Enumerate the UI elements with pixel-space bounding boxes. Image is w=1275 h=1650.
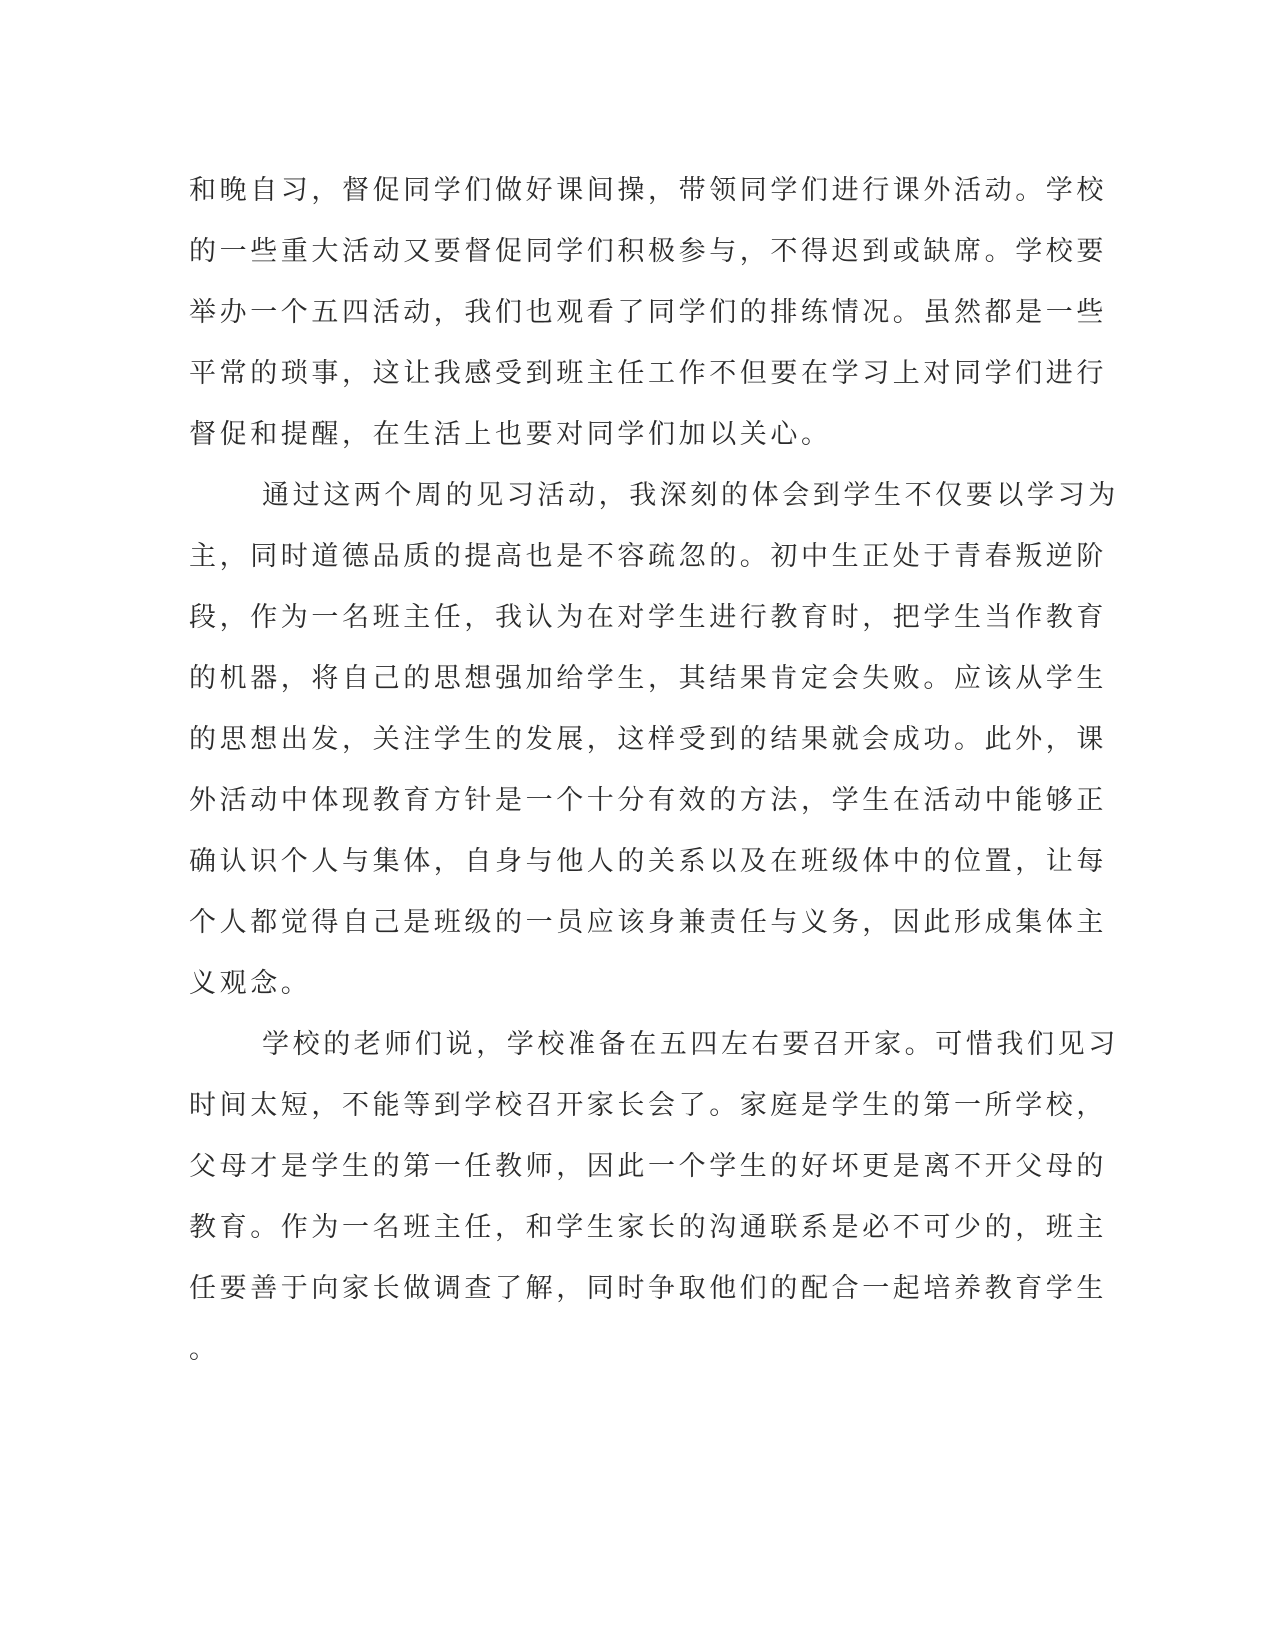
paragraph-3: [189, 1014, 1119, 1380]
text-line: 的思想出发，关注学生的发展，这样受到的结果就会成功。此外，课: [189, 724, 1107, 755]
text-line: 外活动中体现教育方针是一个十分有效的方法，学生在活动中能够正: [189, 785, 1107, 816]
text-line-first: 学校的老师们说，学校准备在五四左右要召开家。可惜我们见习: [262, 1029, 1119, 1060]
text-line: 义观念。: [189, 968, 312, 999]
text-line: 举办一个五四活动，我们也观看了同学们的排练情况。虽然都是一些: [189, 297, 1107, 328]
text-line: 时间太短，不能等到学校召开家长会了。家庭是学生的第一所学校，: [189, 1090, 1107, 1121]
text-line: 和晚自习，督促同学们做好课间操，带领同学们进行课外活动。学校: [189, 175, 1107, 206]
text-line: 。: [189, 1334, 220, 1365]
text-line: 的一些重大活动又要督促同学们积极参与，不得迟到或缺席。学校要: [189, 236, 1107, 267]
text-line: 平常的琐事，这让我感受到班主任工作不但要在学习上对同学们进行: [189, 358, 1107, 389]
paragraph-1: [189, 160, 1107, 465]
text-line-first: 通过这两个周的见习活动，我深刻的体会到学生不仅要以学习为: [262, 480, 1119, 511]
text-line: 确认识个人与集体，自身与他人的关系以及在班级体中的位置，让每: [189, 846, 1107, 877]
text-line: 父母才是学生的第一任教师，因此一个学生的好坏更是离不开父母的: [189, 1151, 1107, 1182]
text-line: 主，同时道德品质的提高也是不容疏忽的。初中生正处于青春叛逆阶: [189, 541, 1107, 572]
paragraph-2: [189, 465, 1119, 1014]
text-line: 教育。作为一名班主任，和学生家长的沟通联系是必不可少的，班主: [189, 1212, 1107, 1243]
text-line: 个人都觉得自己是班级的一员应该身兼责任与义务，因此形成集体主: [189, 907, 1107, 938]
text-line: 任要善于向家长做调查了解，同时争取他们的配合一起培养教育学生: [189, 1273, 1107, 1304]
text-line: 督促和提醒，在生活上也要对同学们加以关心。: [189, 419, 832, 450]
text-line: 的机器，将自己的思想强加给学生，其结果肯定会失败。应该从学生: [189, 663, 1107, 694]
text-line: 段，作为一名班主任，我认为在对学生进行教育时，把学生当作教育: [189, 602, 1107, 633]
document-body: [189, 160, 1119, 1380]
